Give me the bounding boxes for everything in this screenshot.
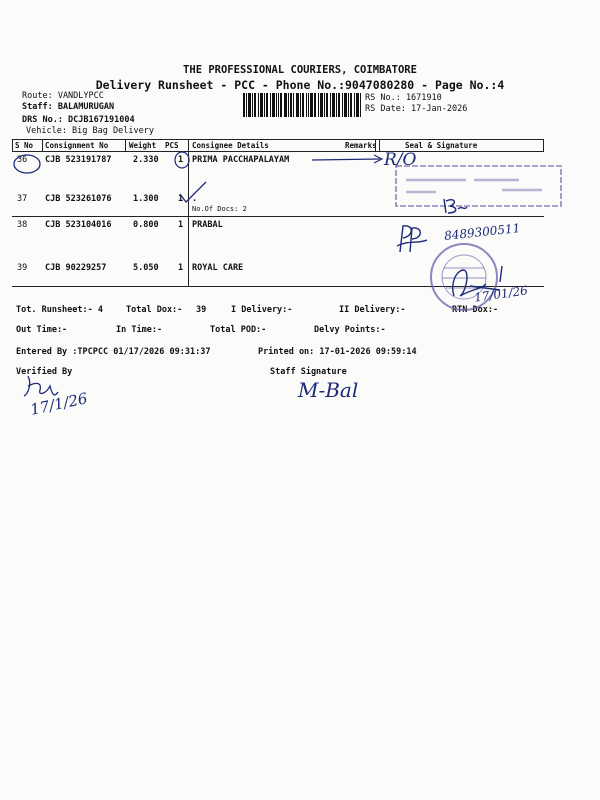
col-consignment: Consignment No	[45, 141, 109, 150]
rs-number: RS No.: 1671910	[365, 93, 442, 103]
phone-handwriting: 8489300511	[443, 221, 521, 243]
col-remarks: Remarks	[345, 141, 377, 150]
remark-handwriting: R/O	[384, 150, 417, 170]
route-label: Route: VANDLYPCC	[22, 91, 104, 101]
total-dox-label: Total Dox:-	[126, 305, 183, 315]
row-consignee: PRIMA PACCHAPALAYAM	[192, 155, 290, 165]
row-consignment: CJB 523191787	[45, 155, 112, 165]
total-dox-value: 39	[196, 305, 207, 315]
row-weight: 0.800	[133, 220, 159, 230]
row-docs-note: No.Of Docs: 2	[192, 205, 247, 213]
vehicle-label: Vehicle: Big Bag Delivery	[26, 126, 154, 136]
row-consignment: CJB 90229257	[45, 263, 107, 273]
row-consignee: PRABAL	[192, 220, 223, 230]
row-weight: 1.300	[133, 194, 159, 204]
row-sno: 37	[17, 194, 28, 204]
runsheet-title: Delivery Runsheet - PCC - Phone No.:9047080280 - Page No.:4	[95, 78, 505, 92]
row-sno: 36	[17, 155, 28, 165]
row-sno: 39	[17, 263, 28, 273]
entered-by: Entered By :TPCPCC 01/17/2026 09:31:37	[16, 347, 211, 357]
row-sno: 38	[17, 220, 28, 230]
in-time: In Time:-	[116, 325, 163, 335]
staff-signature-handwriting: M-Bal	[298, 378, 359, 402]
col-seal-signature: Seal & Signature	[405, 141, 478, 150]
rtn-dox: RTN Dox:-	[452, 305, 499, 315]
out-time: Out Time:-	[16, 325, 68, 335]
verifier-date-handwriting: 17/1/26	[28, 389, 90, 419]
verified-by-label: Verified By	[16, 367, 73, 377]
drs-label: DRS No.: DCJB167191004	[22, 115, 135, 125]
i-delivery: I Delivery:-	[231, 305, 293, 315]
row-pcs: 1	[178, 194, 184, 204]
barcode	[243, 93, 361, 117]
tick-mark	[176, 178, 216, 208]
printed-on: Printed on: 17-01-2026 09:59:14	[258, 347, 417, 357]
staff-label: Staff: BALAMURUGAN	[22, 102, 115, 112]
company-stamp	[394, 162, 566, 212]
col-sno: S No	[15, 141, 34, 150]
row-consignment: CJB 523261076	[45, 194, 112, 204]
rs-date: RS Date: 17-Jan-2026	[365, 104, 468, 114]
stamp-date-handwriting: 17/01/26	[473, 283, 529, 305]
col-pcs: PCS	[165, 141, 179, 150]
delvy-points: Delvy Points:-	[314, 325, 386, 335]
row-consignment: CJB 523104016	[45, 220, 112, 230]
row-weight: 5.050	[133, 263, 159, 273]
handwritten-initial	[440, 195, 470, 217]
tot-runsheet: Tot. Runsheet:- 4	[16, 305, 103, 315]
row-pcs: 1	[178, 263, 184, 273]
company-title: THE PROFESSIONAL COURIERS, COIMBATORE	[183, 64, 417, 76]
total-pod: Total POD:-	[210, 325, 267, 335]
pcs-circle-mark	[172, 149, 196, 173]
row-weight: 2.330	[133, 155, 159, 165]
ii-delivery: II Delivery:-	[339, 305, 406, 315]
col-consignee: Consignee Details	[192, 141, 269, 150]
col-weight: Weight	[129, 141, 157, 150]
row-circle-mark	[10, 150, 50, 180]
row-consignee: ROYAL CARE	[192, 263, 244, 273]
staff-signature-label: Staff Signature	[270, 367, 347, 377]
row-consignee: .	[192, 194, 198, 204]
remark-arrow	[310, 150, 390, 170]
row-pcs: 1	[178, 155, 184, 165]
row-pcs: 1	[178, 220, 184, 230]
